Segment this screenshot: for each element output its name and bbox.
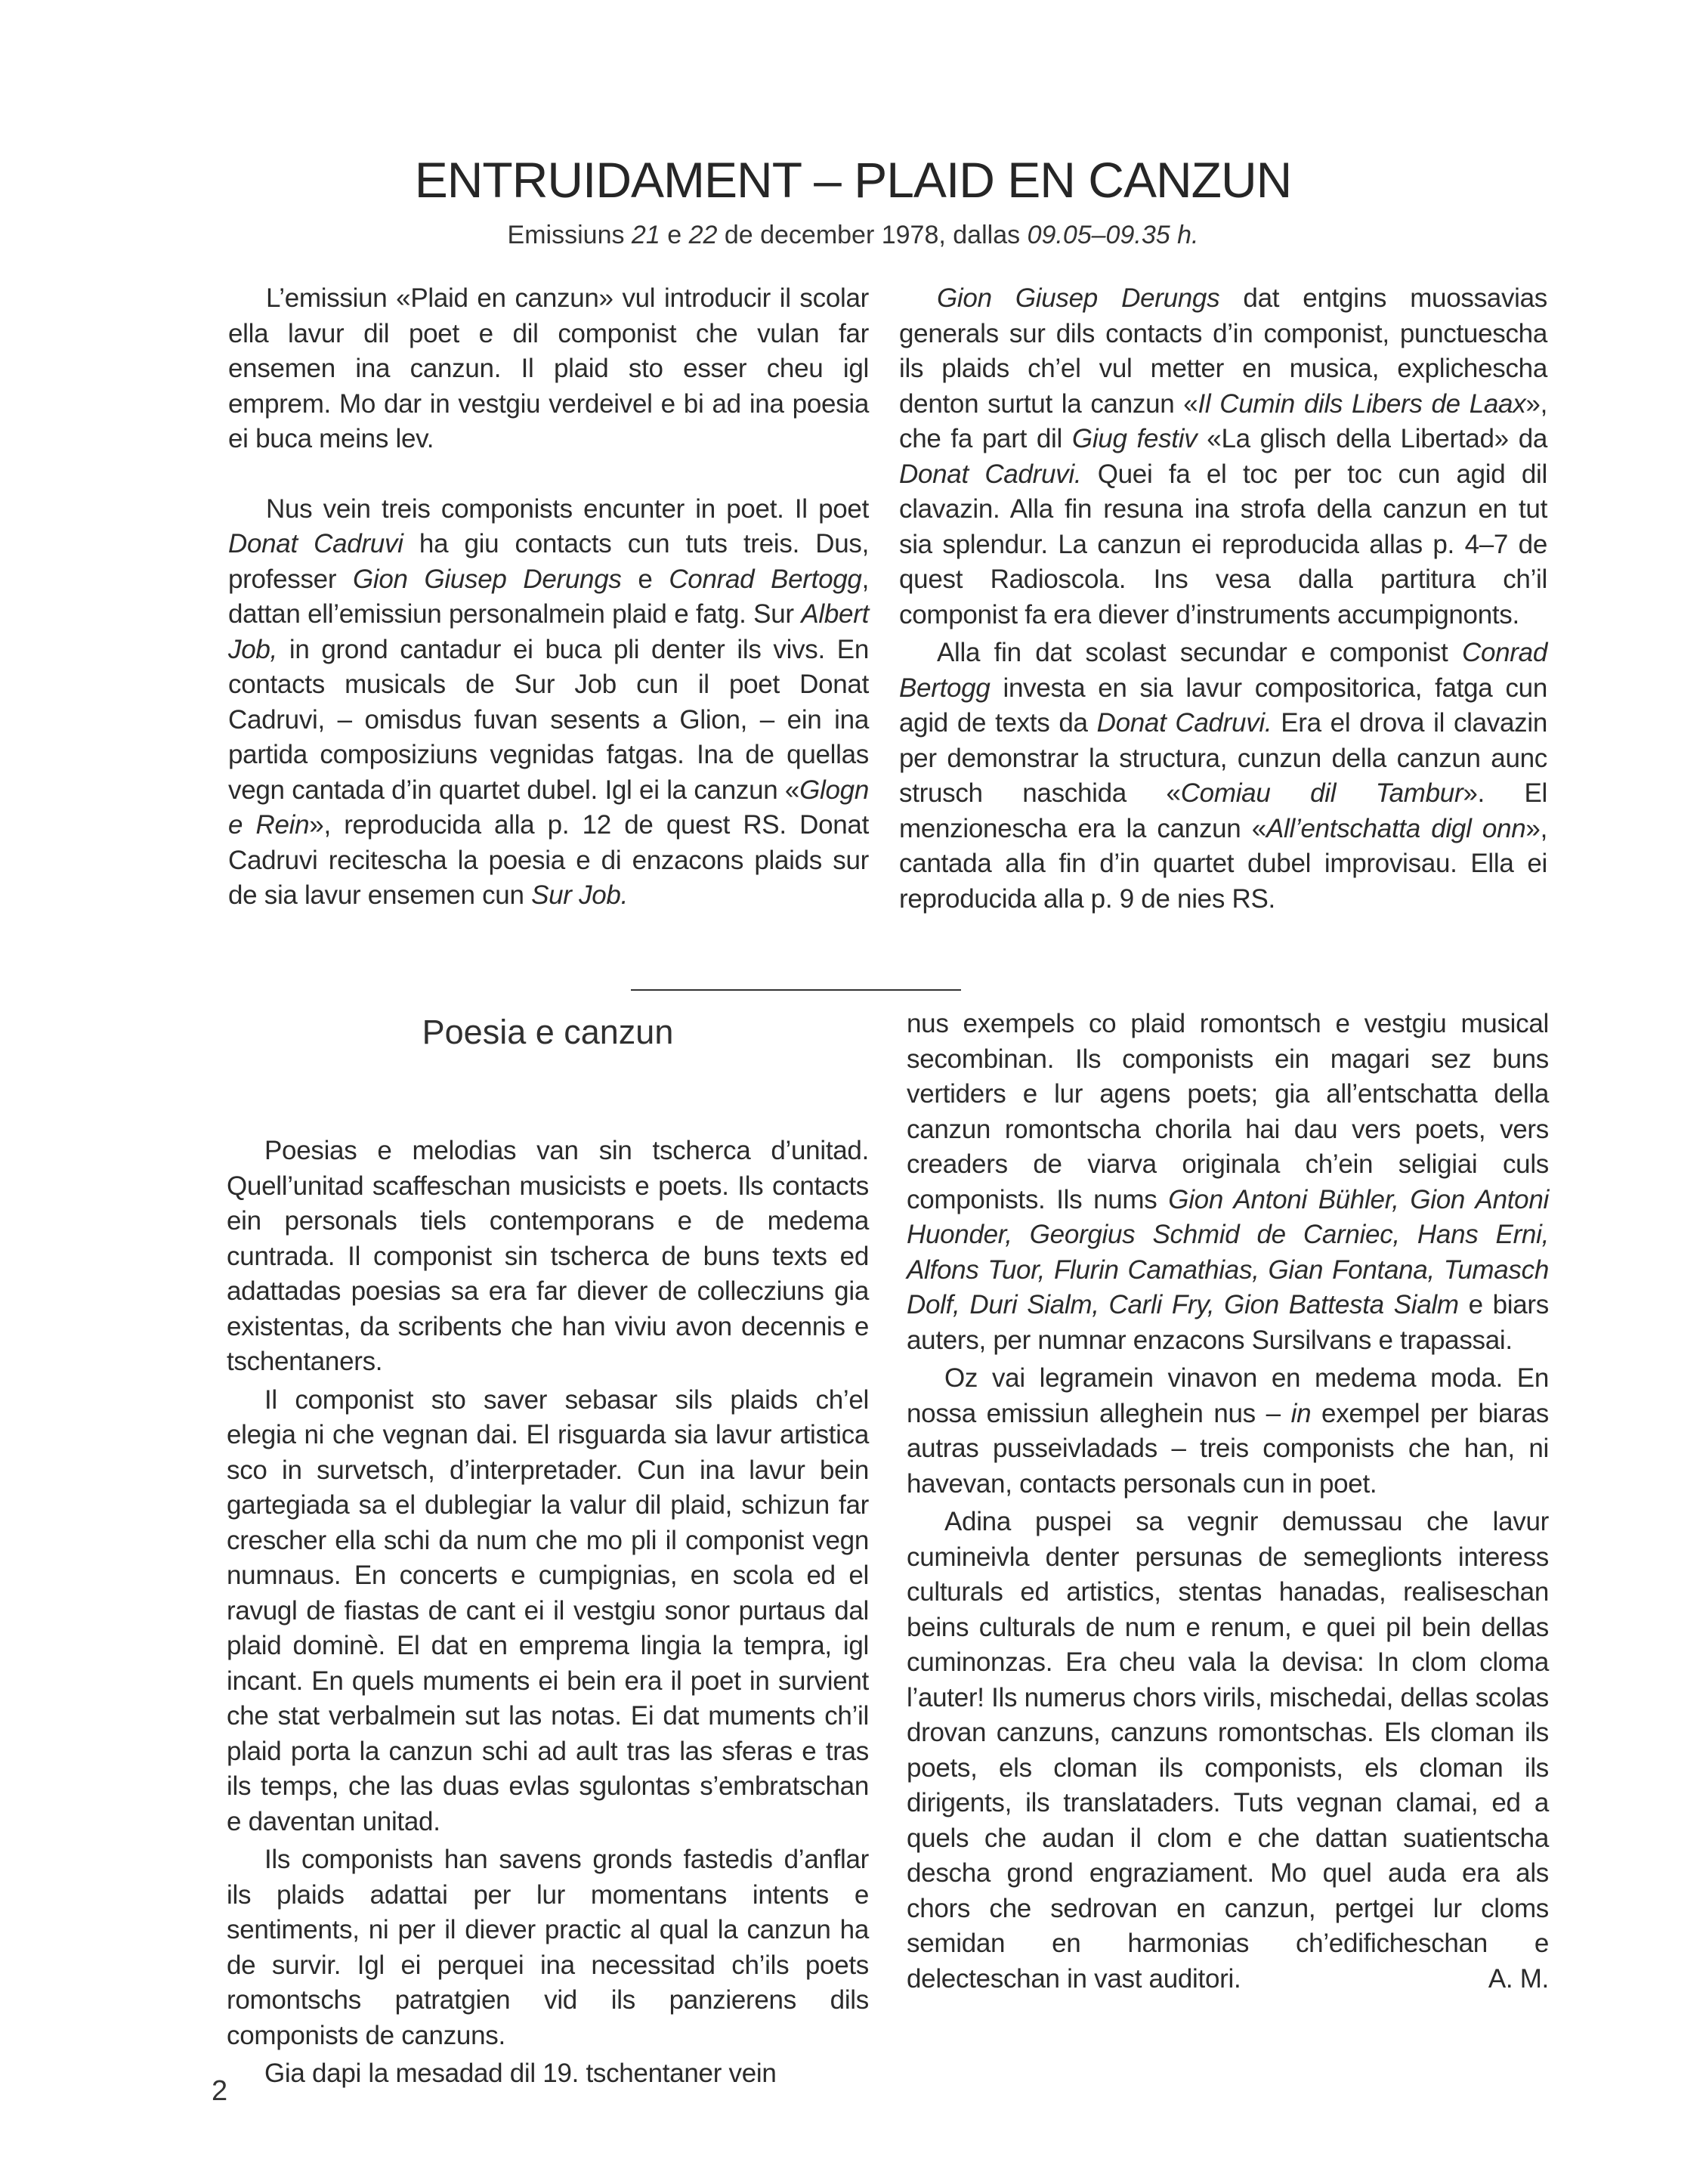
article-paragraph: Gia dapi la mesadad dil 19. tschentaner vein [264, 2059, 777, 2088]
subtitle-text: e [660, 221, 689, 249]
broadcast-subtitle [0, 221, 1706, 250]
article-paragraph: Adina puspei sa vegnir demussau che lavur cumineivla denter persunas de semeglionts interess culturals ed artistics, stentas hanadas, realiseschan beins culturals de num e renum, e quei pil bein dellas cuminonzas. Era cheu vala la devisa: In clom cloma l’auter! Ils numerus chors virils, mischedai, dellas scolas drovan canzuns, canzuns romontschas. Els cloman ils poets, els cloman ils componists, els cloman ils dirigents, ils translataders. Tuts vegnan clamai, ed a quels che audan il clom e che dattan suatientscha descha grond engraziament. Mo quel auda era als chors che sedrovan en canzun, pertgei lur cloms semidan en harmonias ch’edificheschan e delecteschan in vast auditori. A. M. [907, 1505, 1549, 1997]
subtitle-time: 09.05–09.35 h. [1027, 221, 1199, 249]
intro-right-column [899, 281, 1547, 917]
intro-paragraph: L’emissiun «Plaid en canzun» vul introducir il scolar ella lavur dil poet e dil componist che vulan far ensemen ina canzun. Il plaid sto esser cheu igl emprem. Mo dar in vestgiu verdeivel e bi ad ina poesia ei buca meins lev. [228, 283, 869, 453]
article-paragraph: nus exempels co plaid romontsch e vestgiu musical secombinan. Ils componists ein magari sez buns vertiders e lur agens poets; gia all’entschatta della canzun romontscha chorila hai dau vers poets, vers creaders de viarva originala ch’ein seligiai culs componists. Ils nums Gion Antoni Bühler, Gion Antoni Huonder, Georgius Schmid de Carniec, Hans Erni, Alfons Tuor, Flurin Camathias, Gian Fontana, Tumasch Dolf, Duri Sialm, Carli Fry, Gion Battesta Sialm e biars auters, per numnar enzacons Sursilvans e trapassai. [907, 1009, 1549, 1355]
intro-left-column [228, 281, 869, 914]
section-divider [631, 989, 961, 991]
article-paragraph: Il componist sto saver sebasar sils plaids ch’el elegia ni che vegnan dai. El risguarda sia lavur artistica sco in survetsch, d’interpretader. Cun ina lavur bein gartegiada sa el dublegiar la valur dil plaid, schizun far crescher ella schi da num che mo pli il componist vegn numnaus. En concerts e cumpignias, en scola ed el ravugl de fiastas de cant ei il vestgiu sonor purtaus dal plaid dominè. El dat en emprema lingia la tempra, igl incant. En quels muments ei bein era il poet in survient che stat verbalmein sut las notas. Ei dat muments ch’il plaid porta la canzun schi ad ault tras las sferas e tras ils temps, che las duas evlas sgulontas s’embratschan e daventan unitad. [227, 1384, 869, 1836]
page-number: 2 [212, 2075, 228, 2107]
article-paragraph: Poesias e melodias van sin tscherca d’unitad. Quell’unitad scaffeschan musicists e poets. Ils contacts ein personals tiels contemporans e de medema cuntrada. Il componist sin tscherca de buns texts ed adattadas poesias sa era far diever de collecziuns gia existentas, da scribents che han viviu avon decennis e tschentaners. [227, 1136, 869, 1376]
subtitle-date: 22 [688, 221, 718, 249]
article-paragraph: Ils componists han savens gronds fastedis d’anflar ils plaids adattai per lur momentans intents e sentiments, ni per il diever practic al qual la canzun ha de survir. Igl ei perquei ina necessitad ch’ils poets romontschs patratgien vid ils panzierens dils componists de canzuns. [227, 1845, 869, 2050]
intro-paragraph: Alla fin dat scolast secundar e componist Conrad Bertogg investa en sia lavur compositorica, fatga cun agid de texts da Donat Cadruvi. Era el drova il clavazin per demonstrar la structura, cunzun della canzun aunc strusch naschida «Comiau dil Tambur». El menzionescha era la canzun «All’entschatta digl onn», cantada alla fin d’in quartet dubel improvisau. Ella ei reproducida alla p. 9 de nies RS. [899, 638, 1547, 914]
article-right-column [907, 1007, 1549, 1997]
author-signature: A. M. [1488, 1963, 1549, 1994]
subtitle-text: Emissiuns [507, 221, 632, 249]
intro-paragraph: Nus vein treis componists encunter in poet. Il poet Donat Cadruvi ha giu contacts cun tuts treis. Dus, professer Gion Giusep Derungs e Conrad Bertogg, dattan ell’emissiun personalmein plaid e fatg. Sur Albert Job, in grond cantadur ei buca pli denter ils vivs. En contacts musicals de Sur Job cun il poet Donat Cadruvi, – omisdus fuvan sesents a Glion, – ein ina partida composiziuns vegnidas fatgas. Ina de quellas vegn cantada d’in quartet dubel. Igl ei la canzun «Glogn e Rein», reproducida alla p. 12 de quest RS. Donat Cadruvi recitescha la poesia e di enzacons plaids sur de sia lavur ensemen cun Sur Job. [228, 493, 870, 910]
subtitle-date: 21 [631, 221, 660, 249]
intro-paragraph: Gion Giusep Derungs dat entgins muossavias generals sur dils contacts d’in componist, punctuescha ils plaids ch’el vul metter en musica, explichescha denton surtut la canzun «Il Cumin dils Libers de Laax», che fa part dil Giug festiv «La glisch della Libertad» da Donat Cadruvi. Quei fa el toc per toc cun agid dil clavazin. Alla fin resuna ina strofa della canzun en tut sia splendur. La canzun ei reproducida allas p. 4–7 de quest Radioscola. Ins vesa dalla partitura ch’il componist fa era diever d’instruments accumpignonts. [899, 283, 1548, 630]
section-heading: Poesia e canzun [422, 1013, 674, 1051]
article-paragraph: Oz vai legramein vinavon en medema moda. En nossa emissiun alleghein nus – in exempel per biaras autras pusseivladads – treis componists che han, ni havevan, contacts personals cun in poet. [907, 1363, 1549, 1499]
subtitle-text: de december 1978, dallas [717, 221, 1028, 249]
article-left-column [227, 1134, 869, 2092]
page-title: ENTRUIDAMENT – PLAID EN CANZUN [414, 152, 1292, 208]
